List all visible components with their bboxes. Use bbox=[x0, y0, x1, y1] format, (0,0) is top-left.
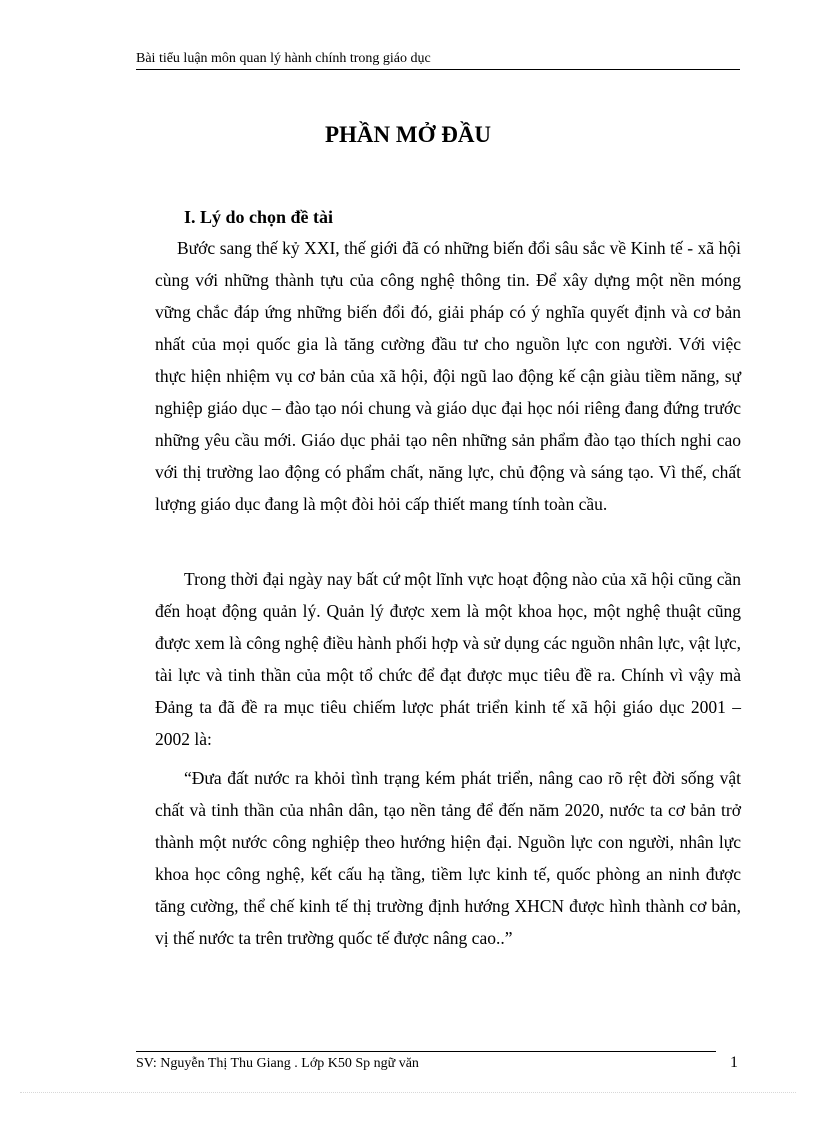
running-header bbox=[136, 50, 740, 70]
body-paragraph-2: Trong thời đại ngày nay bất cứ một lĩnh vực hoạt động nào của xã hội cũng cần đến hoạt động quản lý. Quản lý được xem là một khoa học, một nghệ thuật cũng được xem là công nghệ điều hành phối hợp và sử dụng các nguồn nhân lực, vật lực, tài lực và tinh thần của một tổ chức để đạt được mục tiêu đề ra. Chính vì vậy mà Đảng ta đã đề ra mục tiêu chiếm lược phát triển kinh tế xã hội giáo dục 2001 – 2002 là: bbox=[155, 569, 741, 749]
quote-paragraph: “Đưa đất nước ra khỏi tình trạng kém phát triển, nâng cao rõ rệt đời sống vật chất và tinh thần của nhân dân, tạo nền tảng để đến năm 2020, nước ta cơ bản trở thành một nước công nghiệp theo hướng hiện đại. Nguồn lực con người, nhân lực khoa học công nghệ, kết cấu hạ tầng, tiềm lực kinh tế, quốc phòng an ninh được tăng cường, thể chế kinh tế thị trường định hướng XHCN được hình thành cơ bản, vị thế nước ta trên trường quốc tế được nâng cao..” bbox=[155, 768, 741, 948]
running-header-text: Bài tiểu luận môn quan lý hành chính trong giáo dục bbox=[136, 51, 431, 66]
body-paragraph-1: Bước sang thế kỷ XXI, thế giới đã có những biến đổi sâu sắc về Kinh tế - xã hội cùng với những thành tựu của công nghệ thông tin. Để xây dựng một nền móng vững chắc đáp ứng những biến đổi đó, giải pháp có ý nghĩa quyết định và cơ bản nhất của mọi quốc gia là tăng cường đầu tư cho nguồn lực con người. Với việc thực hiện nhiệm vụ cơ bản của xã hội, đội ngũ lao động kế cận giàu tiềm năng, sự nghiệp giáo dục – đào tạo nói chung và giáo dục đại học nói riêng đang đứng trước những yêu cầu mới. Giáo dục phải tạo nên những sản phẩm đào tạo thích nghi cao với thị trường lao động có phẩm chất, năng lực, chủ động và sáng tạo. Vì thế, chất lượng giáo dục đang là một đòi hỏi cấp thiết mang tính toàn cầu. bbox=[155, 238, 741, 514]
section-heading: I. Lý do chọn đề tài bbox=[184, 207, 334, 227]
page-footer bbox=[136, 1051, 716, 1072]
page-number: 1 bbox=[730, 1054, 738, 1071]
page-title: PHẦN MỞ ĐẦU bbox=[324, 122, 492, 147]
footer-author-line: SV: Nguyễn Thị Thu Giang . Lớp K50 Sp ngữ văn bbox=[136, 1056, 419, 1071]
page-bottom-divider bbox=[20, 1092, 796, 1093]
